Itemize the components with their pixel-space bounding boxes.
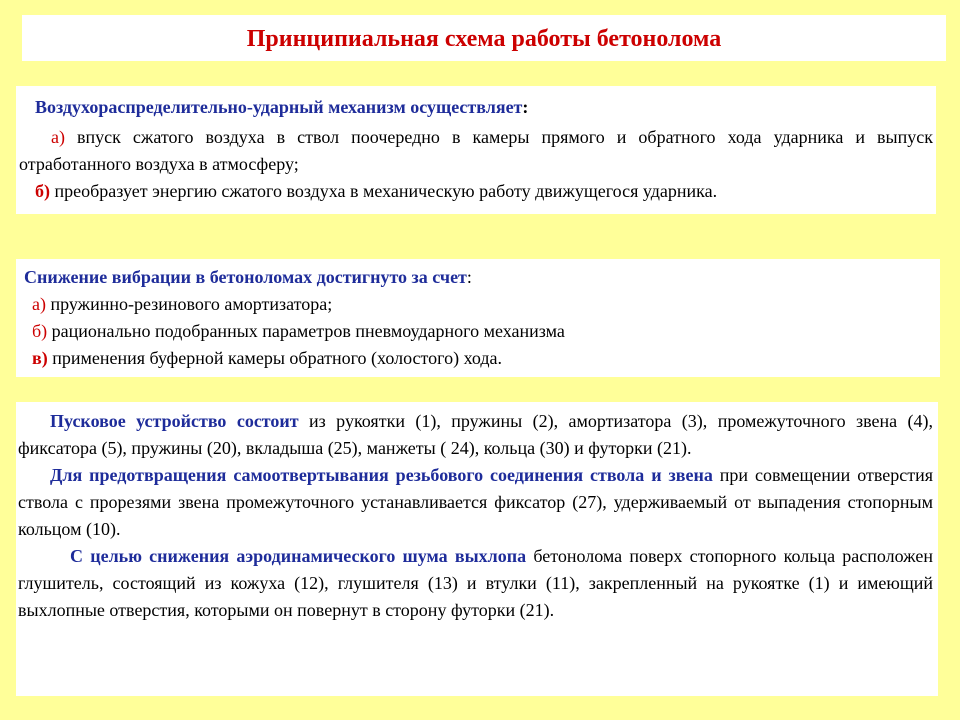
section2-heading-suffix: : [466, 267, 472, 287]
section3-para2 [18, 462, 933, 543]
section2-item-a-marker: а) [32, 294, 46, 314]
section1-item-b [19, 178, 933, 205]
section1-heading: Воздухораспределительно-ударный механизм осуществляет [35, 97, 523, 117]
section2-heading: Снижение вибрации в бетоноломах достигнуто за счет [24, 267, 467, 287]
section2-item-c-text: применения буферной камеры обратного (холостого) хода. [47, 348, 503, 368]
section1-item-b-text: преобразует энергию сжатого воздуха в механическую работу движущегося ударника. [50, 181, 718, 201]
section1-item-a-text: впуск сжатого воздуха в ствол поочередно в камеры прямого и обратного хода ударника и выпуск отработанного воздуха в атмосферу; [19, 127, 933, 174]
section2-item-c [24, 345, 932, 372]
section2-item-b-marker: б) [32, 321, 48, 341]
section1-item-a [19, 124, 933, 178]
section1-heading-line [19, 94, 933, 121]
section1-item-a-marker: а) [51, 127, 65, 147]
starting-device-panel [16, 402, 938, 696]
section3-para3-lead: С целью снижения аэродинамического шума выхлопа [70, 546, 527, 566]
section2-item-b [24, 318, 932, 345]
section3-para2-text: при совмещении отверстия ствола с прорезями звена промежуточного устанавливается фиксатор (27), удерживаемый от выпадения стопорным кольцом (10). [18, 465, 933, 539]
section3-para3 [18, 543, 933, 624]
section2-item-a [24, 291, 932, 318]
section2-item-b-text: рационально подобранных параметров пневмоударного механизма [47, 321, 565, 341]
title-panel [22, 15, 946, 61]
section1-heading-suffix: : [522, 97, 529, 117]
section3-para3-text: бетонолома поверх стопорного кольца расположен глушитель, состоящий из кожуха (12), глушителя (13) и втулки (11), закрепленный на рукоятке (1) и имеющий выхлопные отверстия, которыми он повернут в сторону футорки (21). [18, 546, 933, 620]
section3-para1-text: из рукоятки (1), пружины (2), амортизатора (3), промежуточного звена (4), фиксатора (5), пружины (20), вкладыша (25), манжеты ( 24), кольца (30) и футорки (21). [18, 411, 933, 458]
vibration-panel [16, 259, 940, 377]
section2-item-a-text: пружинно-резинового амортизатора; [45, 294, 333, 314]
air-distribution-panel [16, 86, 936, 214]
page-title: Принципиальная схема работы бетонолома [246, 26, 722, 52]
section2-heading-line [24, 264, 932, 291]
section1-item-b-marker: б) [35, 181, 50, 201]
section3-para2-lead: Для предотвращения самоотвертывания резьбового соединения ствола и звена [50, 465, 713, 485]
section3-para1 [18, 408, 933, 462]
section3-para1-lead: Пусковое устройство состоит [50, 411, 299, 431]
section2-item-c-marker: в) [32, 348, 48, 368]
